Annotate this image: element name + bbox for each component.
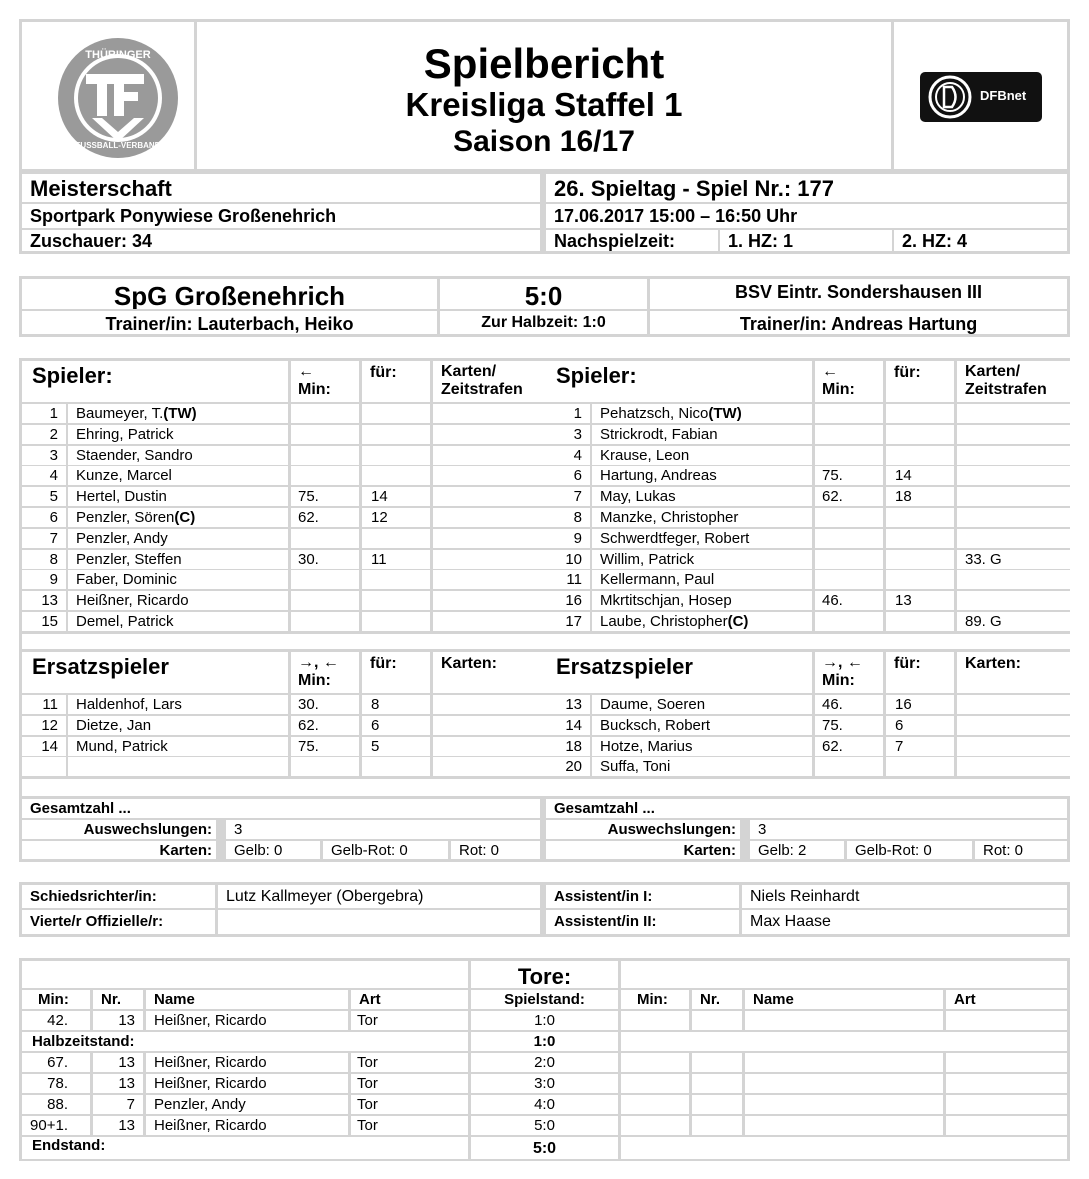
player-cards [957, 487, 1089, 506]
player-number: 7 [22, 529, 66, 548]
fourth-official-label: Vierte/r Offizielle/r: [22, 910, 215, 934]
home-min-header: ← Min: [291, 361, 359, 402]
goal-minute: 67. [22, 1053, 90, 1072]
goal-empty-cell [745, 1116, 943, 1135]
away-subs-count: 3 [750, 820, 1067, 839]
referee-label: Schiedsrichter/in: [22, 885, 215, 908]
goals-header-score: Spielstand: [471, 990, 618, 1009]
away-cards-label: Karten: [546, 841, 740, 859]
player-sub-minute: 30. [291, 550, 359, 569]
goal-empty-cell [745, 1011, 943, 1030]
sub-number: 11 [22, 695, 66, 714]
home-subs-header: Ersatzspieler [22, 652, 288, 693]
spacer-row [22, 779, 564, 796]
player-sub-minute [815, 529, 883, 548]
home-totals-label: Gesamtzahl ... [22, 799, 540, 818]
player-sub-for [886, 446, 954, 465]
player-name: Strickrodt, Fabian [592, 425, 812, 444]
sub-for [886, 757, 954, 776]
player-name: Penzler, Andy [68, 529, 288, 548]
goal-type: Tor [351, 1095, 468, 1114]
home-subs-min-header: →, ← Min: [291, 652, 359, 693]
sub-for: 6 [886, 716, 954, 735]
sub-number: 14 [546, 716, 590, 735]
player-number: 9 [546, 529, 590, 548]
away-totals-label: Gesamtzahl ... [546, 799, 1067, 818]
goal-empty-cell [692, 1074, 742, 1093]
fourth-official-name [218, 910, 540, 934]
player-sub-minute [815, 446, 883, 465]
matchday: 26. Spieltag - Spiel Nr.: 177 [546, 174, 1067, 202]
goals-blank-left [22, 961, 468, 988]
goal-type: Tor [351, 1116, 468, 1135]
player-number: 8 [22, 550, 66, 569]
goal-empty-cell [745, 1053, 943, 1072]
player-sub-minute [815, 570, 883, 589]
endstand-label: Endstand: [22, 1137, 468, 1159]
goal-empty-cell [621, 1032, 1067, 1051]
spacer-row [546, 779, 1089, 796]
player-name: Schwerdtfeger, Robert [592, 529, 812, 548]
player-sub-for [362, 570, 430, 589]
goal-player-name: Penzler, Andy [146, 1095, 348, 1114]
sub-minute: 46. [815, 695, 883, 714]
sub-number [22, 757, 66, 776]
page-title: Spielbericht [423, 40, 665, 87]
player-cards [957, 508, 1089, 527]
player-sub-minute [815, 508, 883, 527]
away-red: Rot: 0 [975, 841, 1067, 859]
home-subs-label: Auswechslungen: [22, 820, 216, 839]
goal-empty-cell [621, 1095, 689, 1114]
sub-cards [957, 716, 1089, 735]
away-subs-cards-header: Karten: [957, 652, 1089, 693]
sub-name: Suffa, Toni [592, 757, 812, 776]
player-sub-minute: 75. [815, 466, 883, 485]
goal-player-number: 13 [93, 1074, 143, 1093]
sub-name: Mund, Patrick [68, 737, 288, 756]
player-name: Pehatzsch, Nico(TW) [592, 404, 812, 423]
home-yellow: Gelb: 0 [226, 841, 320, 859]
player-cards [957, 466, 1089, 485]
venue: Sportpark Ponywiese Großenehrich [22, 204, 540, 228]
player-sub-for: 12 [362, 508, 430, 527]
sub-cards [957, 757, 1089, 776]
home-subs-cards-header: Karten: [433, 652, 564, 693]
sub-number: 12 [22, 716, 66, 735]
player-name: Manzke, Christopher [592, 508, 812, 527]
goal-minute: 90+1. [22, 1116, 90, 1135]
player-number: 4 [22, 466, 66, 485]
goal-score: 2:0 [471, 1053, 618, 1072]
spacer-row [22, 634, 564, 649]
player-sub-for: 14 [362, 487, 430, 506]
player-sub-for [362, 404, 430, 423]
dfbnet-text: DFBnet [980, 88, 1027, 103]
goal-player-name: Heißner, Ricardo [146, 1074, 348, 1093]
sub-for: 5 [362, 737, 430, 756]
player-sub-for [886, 570, 954, 589]
goal-empty-cell [621, 1074, 689, 1093]
tfv-logo [22, 22, 194, 169]
player-name: Willim, Patrick [592, 550, 812, 569]
goal-empty-cell [946, 1116, 1067, 1135]
goals-header-left: Nr. [93, 990, 143, 1009]
player-name: Krause, Leon [592, 446, 812, 465]
player-name: Hartung, Andreas [592, 466, 812, 485]
goals-header-left: Art [351, 990, 468, 1009]
goal-empty-cell [692, 1116, 742, 1135]
player-number: 4 [546, 446, 590, 465]
spectators: Zuschauer: 34 [22, 230, 540, 251]
away-coach: Trainer/in: Andreas Hartung [650, 311, 1067, 334]
away-subs-label: Auswechslungen: [546, 820, 740, 839]
assistant2-name: Max Haase [742, 910, 1067, 934]
player-number: 10 [546, 550, 590, 569]
home-subs-for-header: für: [362, 652, 430, 693]
player-sub-minute [291, 446, 359, 465]
goal-player-number: 13 [93, 1116, 143, 1135]
sub-minute: 62. [291, 716, 359, 735]
sub-cards [433, 737, 564, 756]
away-yellow: Gelb: 2 [750, 841, 844, 859]
player-sub-for: 13 [886, 591, 954, 610]
endstand-score: 5:0 [471, 1137, 618, 1159]
player-number: 16 [546, 591, 590, 610]
player-cards [433, 466, 564, 485]
dfbnet-logo-cell [894, 22, 1067, 169]
goals-header-right: Art [946, 990, 1067, 1009]
sub-number: 18 [546, 737, 590, 756]
player-sub-for [362, 466, 430, 485]
player-cards [433, 612, 564, 631]
spacer-row [546, 634, 1089, 649]
title-cell [197, 22, 891, 169]
goal-score: 4:0 [471, 1095, 618, 1114]
halftime-score-value: 1:0 [471, 1032, 618, 1051]
sub-minute [815, 757, 883, 776]
goal-player-number: 7 [93, 1095, 143, 1114]
player-number: 8 [546, 508, 590, 527]
sub-cards [433, 716, 564, 735]
halftime-score: Zur Halbzeit: 1:0 [440, 311, 647, 334]
player-cards [433, 425, 564, 444]
player-number: 2 [22, 425, 66, 444]
player-sub-minute [291, 466, 359, 485]
player-cards [433, 529, 564, 548]
player-sub-minute [291, 591, 359, 610]
goal-score: 5:0 [471, 1116, 618, 1135]
sub-number: 13 [546, 695, 590, 714]
player-number: 13 [22, 591, 66, 610]
player-sub-for [886, 550, 954, 569]
goal-empty-cell [745, 1074, 943, 1093]
player-cards: 89. G [957, 612, 1089, 631]
player-cards [433, 570, 564, 589]
player-cards [957, 404, 1089, 423]
sub-for: 7 [886, 737, 954, 756]
player-number: 6 [22, 508, 66, 527]
assistant1-name: Niels Reinhardt [742, 885, 1067, 908]
player-cards [433, 446, 564, 465]
sub-for: 16 [886, 695, 954, 714]
sub-minute [291, 757, 359, 776]
match-datetime: 17.06.2017 15:00 – 16:50 Uhr [546, 204, 1067, 228]
goal-player-name: Heißner, Ricardo [146, 1053, 348, 1072]
player-cards [957, 591, 1089, 610]
player-number: 6 [546, 466, 590, 485]
player-name: Penzler, Steffen [68, 550, 288, 569]
player-name: Hertel, Dustin [68, 487, 288, 506]
player-sub-minute [291, 529, 359, 548]
player-name: Mkrtitschjan, Hosep [592, 591, 812, 610]
sub-name: Dietze, Jan [68, 716, 288, 735]
sub-for [362, 757, 430, 776]
goal-minute: 78. [22, 1074, 90, 1093]
assistant1-label: Assistent/in I: [546, 885, 739, 908]
player-name: May, Lukas [592, 487, 812, 506]
player-cards [433, 487, 564, 506]
home-players-header: Spieler: [22, 361, 288, 402]
player-name: Laube, Christopher(C) [592, 612, 812, 631]
goal-player-number: 13 [93, 1053, 143, 1072]
player-cards [957, 570, 1089, 589]
home-subs-count: 3 [226, 820, 540, 839]
player-sub-for: 18 [886, 487, 954, 506]
halftime-label: Halbzeitstand: [22, 1032, 468, 1051]
player-name: Faber, Dominic [68, 570, 288, 589]
referee-name: Lutz Kallmeyer (Obergebra) [218, 885, 540, 908]
goal-empty-cell [946, 1011, 1067, 1030]
sub-cards [433, 695, 564, 714]
goal-empty-cell [946, 1053, 1067, 1072]
goals-header-right: Name [745, 990, 943, 1009]
goal-empty-cell [745, 1095, 943, 1114]
player-number: 9 [22, 570, 66, 589]
player-number: 3 [546, 425, 590, 444]
away-team: BSV Eintr. Sondershausen III [650, 279, 1067, 309]
goal-empty-cell [692, 1095, 742, 1114]
away-for-header: für: [886, 361, 954, 402]
extra-time-second-half: 2. HZ: 4 [894, 230, 1067, 251]
player-sub-minute [291, 612, 359, 631]
player-sub-minute: 62. [291, 508, 359, 527]
home-coach: Trainer/in: Lauterbach, Heiko [22, 311, 437, 334]
sub-minute: 62. [815, 737, 883, 756]
extra-time-first-half: 1. HZ: 1 [720, 230, 892, 251]
goal-minute: 88. [22, 1095, 90, 1114]
assistant2-label: Assistent/in II: [546, 910, 739, 934]
player-cards [433, 591, 564, 610]
home-yellowred: Gelb-Rot: 0 [323, 841, 448, 859]
dfb-eagle-icon [922, 72, 978, 122]
player-sub-minute [815, 550, 883, 569]
player-sub-minute [291, 425, 359, 444]
player-sub-for [886, 529, 954, 548]
sub-for: 6 [362, 716, 430, 735]
player-cards [957, 425, 1089, 444]
sub-minute: 75. [291, 737, 359, 756]
goal-player-name: Heißner, Ricardo [146, 1011, 348, 1030]
goal-type: Tor [351, 1074, 468, 1093]
player-sub-for [886, 425, 954, 444]
player-number: 3 [22, 446, 66, 465]
logo-text-bottom: FUSSBALL-VERBAND [75, 141, 161, 150]
tfv-logo-cell [22, 22, 194, 169]
away-players-header: Spieler: [546, 361, 812, 402]
player-sub-minute [815, 425, 883, 444]
player-cards [433, 404, 564, 423]
player-sub-for [886, 404, 954, 423]
player-name: Staender, Sandro [68, 446, 288, 465]
player-sub-minute [815, 404, 883, 423]
goals-header-right: Min: [621, 990, 689, 1009]
away-subs-for-header: für: [886, 652, 954, 693]
player-name: Kunze, Marcel [68, 466, 288, 485]
league-title: Kreisliga Staffel 1 [405, 86, 683, 123]
goal-empty-cell [621, 1053, 689, 1072]
away-subs-header: Ersatzspieler [546, 652, 812, 693]
player-number: 11 [546, 570, 590, 589]
player-sub-minute [815, 612, 883, 631]
player-sub-minute: 75. [291, 487, 359, 506]
player-sub-minute: 46. [815, 591, 883, 610]
home-for-header: für: [362, 361, 430, 402]
sub-name: Haldenhof, Lars [68, 695, 288, 714]
player-number: 1 [546, 404, 590, 423]
player-name: Ehring, Patrick [68, 425, 288, 444]
player-sub-for [886, 508, 954, 527]
player-number: 15 [22, 612, 66, 631]
dfbnet-logo [920, 72, 1042, 122]
goal-empty-cell [621, 1137, 1067, 1159]
goals-header-left: Name [146, 990, 348, 1009]
player-sub-for: 14 [886, 466, 954, 485]
player-sub-for [362, 612, 430, 631]
home-cards-label: Karten: [22, 841, 216, 859]
goal-player-name: Heißner, Ricardo [146, 1116, 348, 1135]
player-number: 1 [22, 404, 66, 423]
sub-minute: 75. [815, 716, 883, 735]
sub-cards [957, 695, 1089, 714]
goals-header-left: Min: [22, 990, 90, 1009]
player-cards [433, 508, 564, 527]
player-name: Heißner, Ricardo [68, 591, 288, 610]
player-sub-minute [291, 404, 359, 423]
sub-number: 20 [546, 757, 590, 776]
player-cards [957, 446, 1089, 465]
player-sub-for [886, 612, 954, 631]
goal-player-number: 13 [93, 1011, 143, 1030]
player-name: Penzler, Sören(C) [68, 508, 288, 527]
sub-minute: 30. [291, 695, 359, 714]
sub-number: 14 [22, 737, 66, 756]
goal-empty-cell [946, 1095, 1067, 1114]
player-sub-minute: 62. [815, 487, 883, 506]
goal-empty-cell [692, 1053, 742, 1072]
home-team: SpG Großenehrich [22, 279, 437, 309]
goal-empty-cell [692, 1011, 742, 1030]
goal-score: 1:0 [471, 1011, 618, 1030]
player-sub-for: 11 [362, 550, 430, 569]
player-sub-for [362, 425, 430, 444]
player-number: 17 [546, 612, 590, 631]
logo-text-top: THÜRINGER [85, 49, 151, 61]
player-name: Baumeyer, T.(TW) [68, 404, 288, 423]
sub-cards [433, 757, 564, 776]
sub-name: Hotze, Marius [592, 737, 812, 756]
player-name: Kellermann, Paul [592, 570, 812, 589]
competition: Meisterschaft [22, 174, 540, 202]
sub-name [68, 757, 288, 776]
home-red: Rot: 0 [451, 841, 540, 859]
away-cards-header: Karten/ Zeitstrafen [957, 361, 1089, 402]
away-yellowred: Gelb-Rot: 0 [847, 841, 972, 859]
away-min-header: ← Min: [815, 361, 883, 402]
extra-time-label: Nachspielzeit: [546, 230, 718, 251]
sub-name: Bucksch, Robert [592, 716, 812, 735]
goal-empty-cell [621, 1011, 689, 1030]
player-sub-for [362, 591, 430, 610]
sub-name: Daume, Soeren [592, 695, 812, 714]
away-subs-min-header: →, ← Min: [815, 652, 883, 693]
player-number: 5 [22, 487, 66, 506]
season-title: Saison 16/17 [453, 125, 635, 158]
final-score: 5:0 [440, 279, 647, 309]
goal-empty-cell [946, 1074, 1067, 1093]
goal-empty-cell [621, 1116, 689, 1135]
home-cards-header: Karten/ Zeitstrafen [433, 361, 564, 402]
sub-cards [957, 737, 1089, 756]
player-name: Demel, Patrick [68, 612, 288, 631]
goals-title: Tore: [471, 961, 618, 988]
player-cards: 33. G [957, 550, 1089, 569]
player-sub-for [362, 529, 430, 548]
goals-blank-right [621, 961, 1067, 988]
goal-score: 3:0 [471, 1074, 618, 1093]
player-sub-for [362, 446, 430, 465]
sub-for: 8 [362, 695, 430, 714]
goal-type: Tor [351, 1011, 468, 1030]
goals-header-right: Nr. [692, 990, 742, 1009]
goal-type: Tor [351, 1053, 468, 1072]
player-cards [957, 529, 1089, 548]
goal-minute: 42. [22, 1011, 90, 1030]
player-cards [433, 550, 564, 569]
player-sub-minute [291, 570, 359, 589]
player-number: 7 [546, 487, 590, 506]
